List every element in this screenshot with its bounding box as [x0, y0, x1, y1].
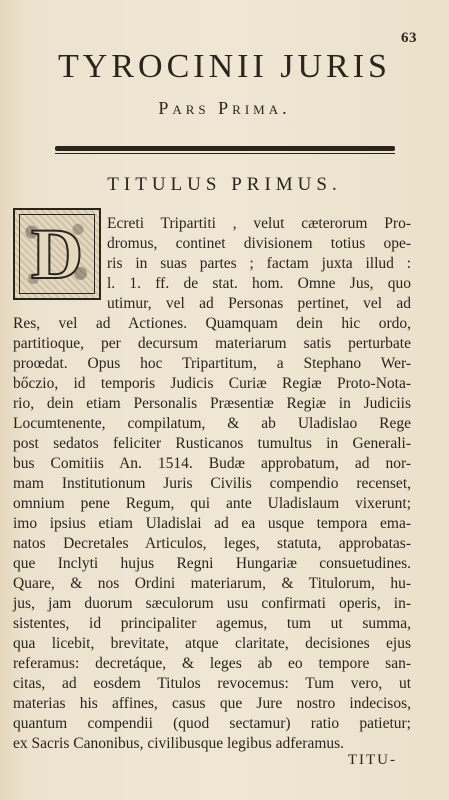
text-line: dromus, continet divisionem totius ope-	[107, 235, 411, 252]
text-line: jus, jam duorum sæculorum usu confirmati operis, in-	[13, 595, 411, 612]
text-line: mam Institutionum Juris Civilis compendio recenset,	[13, 475, 411, 492]
text-line: proœdat. Opus hoc Tripartitum, a Stephano Wer-	[13, 355, 411, 372]
catchword: TITU-	[347, 752, 397, 768]
ornamental-initial	[13, 208, 101, 300]
page-number: 63	[401, 30, 417, 46]
text-line: rio, dein etiam Personalis Præsentiæ Regiæ in Judiciis	[13, 395, 411, 412]
text-line: ris in suas partes ; factam juxta illud :	[107, 255, 411, 272]
text-line: citas, ad eosdem Titulos revocemus: Tum vero, ut	[13, 675, 411, 692]
initial-letter: D	[31, 214, 83, 294]
text-line: Locumtenente, compilatum, & ab Uladislao Rege	[13, 415, 411, 432]
decorative-rule	[55, 146, 395, 151]
text-line: Res, vel ad Actiones. Quamquam dein hic ordo,	[13, 315, 411, 332]
text-line: l. 1. ff. de stat. hom. Omne Jus, quo	[107, 275, 411, 292]
text-line: quantum compendii (quod sectamur) ratio patietur;	[13, 715, 411, 732]
text-line: partitioque, per decursum materiarum satis perturbate	[13, 335, 411, 352]
text-line: utimur, vel ad Personas pertinet, vel ad	[107, 295, 411, 312]
text-line: referamus: decretáque, & leges ab eo tempore san-	[13, 655, 411, 672]
text-line: post sedatos feliciter Rusticanos tumultus in Generali-	[13, 435, 411, 452]
text-line: Ecreti Tripartiti , velut cæterorum Pro-	[107, 215, 411, 232]
section-title: TITULUS PRIMUS.	[107, 174, 342, 195]
text-line: Quare, & nos Ordini materiarum, & Titulorum, hu-	[13, 575, 411, 592]
text-line: natos Decretales Articulos, leges, statuta, approbatas-	[13, 535, 411, 552]
page-title: TYROCINII JURIS	[58, 48, 391, 85]
page-subtitle: Pars Prima.	[158, 98, 291, 118]
text-line: bőczio, id temporis Judicis Curiæ Regiæ Proto-Nota-	[13, 375, 411, 392]
text-line: omnium pene Regum, qui ante Uladislaum vixerunt;	[13, 495, 411, 512]
text-line: que Inclyti hujus Regni Hungariæ consuetudines.	[13, 555, 411, 572]
text-line: materias his affines, casus que Jure nostro indecisos,	[13, 695, 411, 712]
text-line: bus Comitiis An. 1514. Budæ approbatum, ad nor-	[13, 455, 411, 472]
text-line: qua licebit, brevitate, atque claritate, decisiones ejus	[13, 635, 411, 652]
text-line: ex Sacris Canonibus, civilibusque legibus adferamus.	[13, 735, 345, 752]
text-line: imo ipsius etiam Uladislai ad ea usque tempora ema-	[13, 515, 411, 532]
text-line: sistentes, id principaliter agemus, tum ut summa,	[13, 615, 411, 632]
